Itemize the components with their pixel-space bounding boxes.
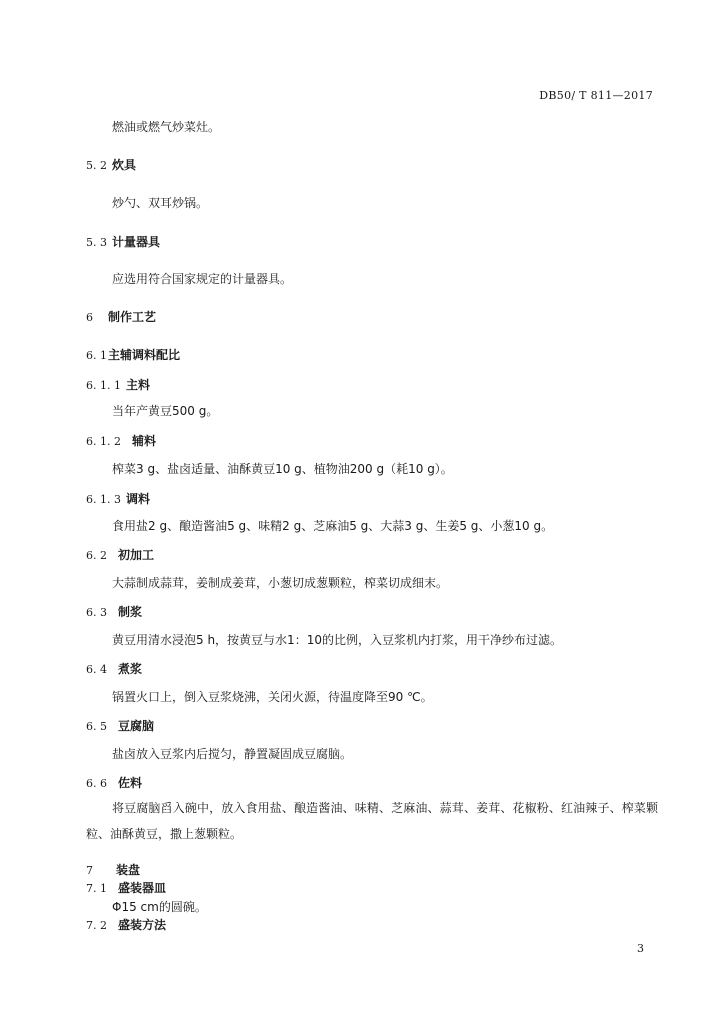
paragraph: 食用盐2 g、酿造酱油5 g、味精2 g、芝麻油5 g、大蒜3 g、生姜5 g、小葱10 g。 bbox=[112, 519, 554, 533]
section-heading bbox=[86, 717, 154, 734]
section-number: 6. 1. 2 bbox=[86, 435, 121, 448]
section-number: 6. 1. 1 bbox=[86, 379, 121, 392]
paragraph: 炒勺、双耳炒锅。 bbox=[112, 196, 209, 210]
paragraph: 盐卤放入豆浆内后搅匀，静置凝固成豆腐脑。 bbox=[112, 747, 353, 761]
section-number: 7 bbox=[86, 864, 93, 877]
section-title: 制作工艺 bbox=[108, 310, 157, 324]
section-title: 调料 bbox=[126, 492, 151, 506]
section-heading bbox=[86, 156, 136, 173]
section-title: 豆腐脑 bbox=[118, 719, 155, 733]
section-number: 5. 3 bbox=[86, 236, 107, 249]
section-number: 6. 3 bbox=[86, 606, 107, 619]
paragraph: 应选用符合国家规定的计量器具。 bbox=[112, 272, 293, 286]
section-number: 6. 4 bbox=[86, 663, 107, 676]
standard-number: DB50/ T 811—2017 bbox=[539, 89, 653, 102]
section-title: 初加工 bbox=[118, 548, 155, 562]
paragraph: 燃油或燃气炒菜灶。 bbox=[112, 120, 221, 134]
section-heading bbox=[86, 376, 150, 393]
section-heading bbox=[86, 660, 142, 677]
section-title: 炊具 bbox=[112, 158, 137, 172]
section-title: 制浆 bbox=[118, 605, 143, 619]
paragraph: Φ15 cm的圆碗。 bbox=[112, 900, 207, 914]
section-title: 主料 bbox=[126, 378, 151, 392]
section-number: 5. 2 bbox=[86, 159, 107, 172]
section-title: 辅料 bbox=[132, 434, 157, 448]
section-heading bbox=[86, 308, 156, 325]
section-heading bbox=[86, 346, 180, 363]
paragraph: 黄豆用清水浸泡5 h，按黄豆与水1：10的比例，入豆浆机内打浆，用干净纱布过滤。 bbox=[112, 633, 562, 647]
paragraph: 当年产黄豆500 g。 bbox=[112, 404, 219, 418]
section-title: 佐料 bbox=[118, 776, 143, 790]
page-number: 3 bbox=[637, 942, 644, 955]
section-number: 6. 1. 3 bbox=[86, 493, 121, 506]
section-heading bbox=[86, 861, 140, 878]
section-number: 6. 2 bbox=[86, 549, 107, 562]
section-number: 7. 2 bbox=[86, 919, 107, 932]
section-title: 装盘 bbox=[116, 863, 141, 877]
section-number: 6. 1 bbox=[86, 349, 107, 362]
section-heading bbox=[86, 879, 166, 896]
section-number: 7. 1 bbox=[86, 882, 107, 895]
section-title: 煮浆 bbox=[118, 662, 143, 676]
section-heading bbox=[86, 774, 142, 791]
section-number: 6. 6 bbox=[86, 777, 107, 790]
section-heading bbox=[86, 490, 150, 507]
section-heading bbox=[86, 603, 142, 620]
section-heading bbox=[86, 546, 154, 563]
paragraph: 榨菜3 g、盐卤适量、油酥黄豆10 g、植物油200 g（耗10 g）。 bbox=[112, 462, 453, 476]
section-title: 盛装器皿 bbox=[118, 881, 167, 895]
section-title: 盛装方法 bbox=[118, 918, 167, 932]
section-title: 主辅调料配比 bbox=[108, 348, 181, 362]
paragraph: 大蒜制成蒜茸，姜制成姜茸，小葱切成葱颗粒，榨菜切成细末。 bbox=[112, 576, 449, 590]
section-heading bbox=[86, 916, 166, 933]
paragraph: 锅置火口上，倒入豆浆烧沸，关闭火源，待温度降至90 ℃。 bbox=[112, 690, 433, 704]
section-heading bbox=[86, 432, 156, 449]
section-title: 计量器具 bbox=[112, 235, 161, 249]
section-heading bbox=[86, 233, 160, 250]
paragraph: 将豆腐脑舀入碗中，放入食用盐、酿造酱油、味精、芝麻油、蒜茸、姜茸、花椒粉、红油辣子、榨菜颗粒、油酥黄豆，撒上葱颗粒。 bbox=[86, 801, 658, 841]
section-number: 6 bbox=[86, 311, 93, 324]
section-number: 6. 5 bbox=[86, 720, 107, 733]
